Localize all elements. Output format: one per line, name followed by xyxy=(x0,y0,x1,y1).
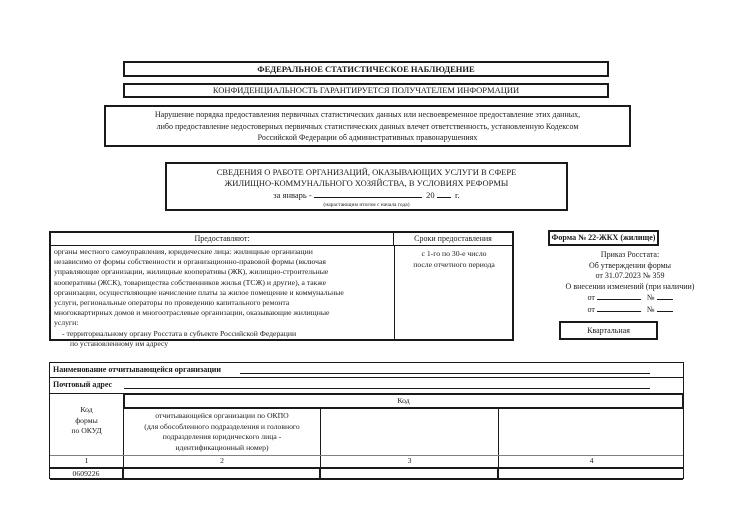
recipient-item-cont: по установленному им адресу xyxy=(70,338,169,348)
header-line: отчитывающейся организации по ОКПО xyxy=(155,411,289,420)
code-header: Код xyxy=(123,393,684,409)
order-line: от 31.07.2023 № 359 xyxy=(595,271,665,281)
col-number: 4 xyxy=(589,456,594,465)
amendment-date-field[interactable] xyxy=(597,304,641,312)
header-line: подразделения юридического лица - xyxy=(162,432,282,441)
year-prefix: 20 xyxy=(426,190,435,200)
form-number-badge: Форма № 22-ЖКХ (жилище) xyxy=(548,230,659,246)
okud-header xyxy=(50,393,124,455)
warning-line: Российской Федерации об административных правонарушениях xyxy=(257,133,478,142)
submission-table xyxy=(49,231,514,348)
text-line: многоквартирных домов и многоотраслевые организации, оказывающие жилищные xyxy=(54,308,330,318)
period-month-field[interactable] xyxy=(314,189,422,198)
amendment-number-field[interactable] xyxy=(657,292,673,300)
deadline-text xyxy=(396,248,512,270)
deadline-line: после отчетного периода xyxy=(413,260,495,269)
confidentiality-banner: КОНФИДЕНЦИАЛЬНОСТЬ ГАРАНТИРУЕТСЯ ПОЛУЧАТЕЛЕМ ИНФОРМАЦИИ xyxy=(123,83,609,98)
column-divider xyxy=(394,246,395,339)
number-label: № xyxy=(646,293,655,303)
order-line: О внесении изменений (при наличии) xyxy=(565,281,695,291)
order-line: Об утверждении формы xyxy=(588,260,672,270)
col-number: 1 xyxy=(50,456,124,467)
from-label: от xyxy=(587,304,595,314)
postal-address-field[interactable] xyxy=(124,388,650,389)
deadline-header: Сроки предоставления xyxy=(394,233,512,246)
period-year-field[interactable] xyxy=(437,189,451,198)
okud-code-value: 0609226 xyxy=(50,467,124,479)
period-prefix: за январь - xyxy=(273,190,312,200)
reporting-period xyxy=(167,189,566,201)
text-line: независимо от формы собственности и организационно-правовой формы (включая xyxy=(54,257,326,267)
recipient-item: - территориальному органу Росстата в субъекте Российской Федерации xyxy=(62,328,297,338)
amendment-number-field[interactable] xyxy=(657,304,673,312)
postal-address-label: Почтовый адрес xyxy=(53,380,113,389)
header-line: Код xyxy=(80,405,93,414)
from-label: от xyxy=(587,293,595,303)
who-submits-header: Предоставляют: xyxy=(51,233,394,246)
org-name-field[interactable] xyxy=(240,373,650,374)
text-line: организации, осуществляющие начисление платы за жилое помещение и коммунальные xyxy=(54,287,344,297)
text-line: органы местного самоуправления, юридические лица: жилищные организации xyxy=(54,247,313,256)
text-line: услуги, региональные операторы по проведению капитального ремонта xyxy=(54,298,290,308)
deadline-line: с 1-го по 30-е число xyxy=(421,249,487,258)
amendment-date-field[interactable] xyxy=(597,292,641,300)
table-bottom-border xyxy=(50,478,683,480)
number-label: № xyxy=(646,304,655,314)
row-divider xyxy=(50,377,683,378)
col-number: 3 xyxy=(321,456,499,467)
col3-header xyxy=(321,409,499,455)
col4-header xyxy=(499,409,684,455)
amendment-row xyxy=(530,304,730,316)
header-line: формы xyxy=(75,415,98,425)
header-line: по ОКУД xyxy=(71,426,102,435)
year-suffix: г. xyxy=(455,190,460,200)
okpo-header xyxy=(124,409,321,455)
header-line: идентификационный номер) xyxy=(175,442,269,452)
warning-line: Нарушение порядка предоставления первичных статистических данных или несвоевременное предоставление этих данных, xyxy=(154,110,581,119)
federal-observation-banner: ФЕДЕРАЛЬНОЕ СТАТИСТИЧЕСКОЕ НАБЛЮДЕНИЕ xyxy=(123,61,609,77)
form-title-box xyxy=(165,162,568,211)
text-line: управляющие организации, жилищные кооперативы (ЖК), жилищно-строительные xyxy=(54,267,329,277)
organization-table xyxy=(49,362,684,479)
text-line: услуги: xyxy=(54,318,79,328)
form-title-line1: СВЕДЕНИЯ О РАБОТЕ ОРГАНИЗАЦИЙ, ОКАЗЫВАЮЩИХ УСЛУГИ В СФЕРЕ xyxy=(216,167,517,177)
cumulative-note: (нарастающим итогом с начала года) xyxy=(323,202,410,208)
org-name-label: Наименование отчитывающейся организации xyxy=(53,365,222,374)
col-number: 2 xyxy=(124,456,321,467)
liability-warning xyxy=(104,105,631,147)
form-title-line2: ЖИЛИЩНО-КОММУНАЛЬНОГО ХОЗЯЙСТВА, В УСЛОВИЯХ РЕФОРМЫ xyxy=(224,178,509,188)
text-line: кооперативы (ЖСК), товарищества собственников жилья (ТСЖ) и другие), а также xyxy=(54,277,327,287)
who-submits-text xyxy=(54,247,392,349)
amendment-row xyxy=(530,292,730,304)
header-line: (для обособленного подразделения и головного xyxy=(144,421,300,431)
warning-line: либо предоставление недостоверных первичных статистических данных влечет ответственность, установленную Кодексом xyxy=(156,121,579,131)
rosstat-order xyxy=(530,250,730,316)
periodicity-badge: Квартальная xyxy=(559,321,658,340)
order-line: Приказ Росстата: xyxy=(600,250,660,259)
